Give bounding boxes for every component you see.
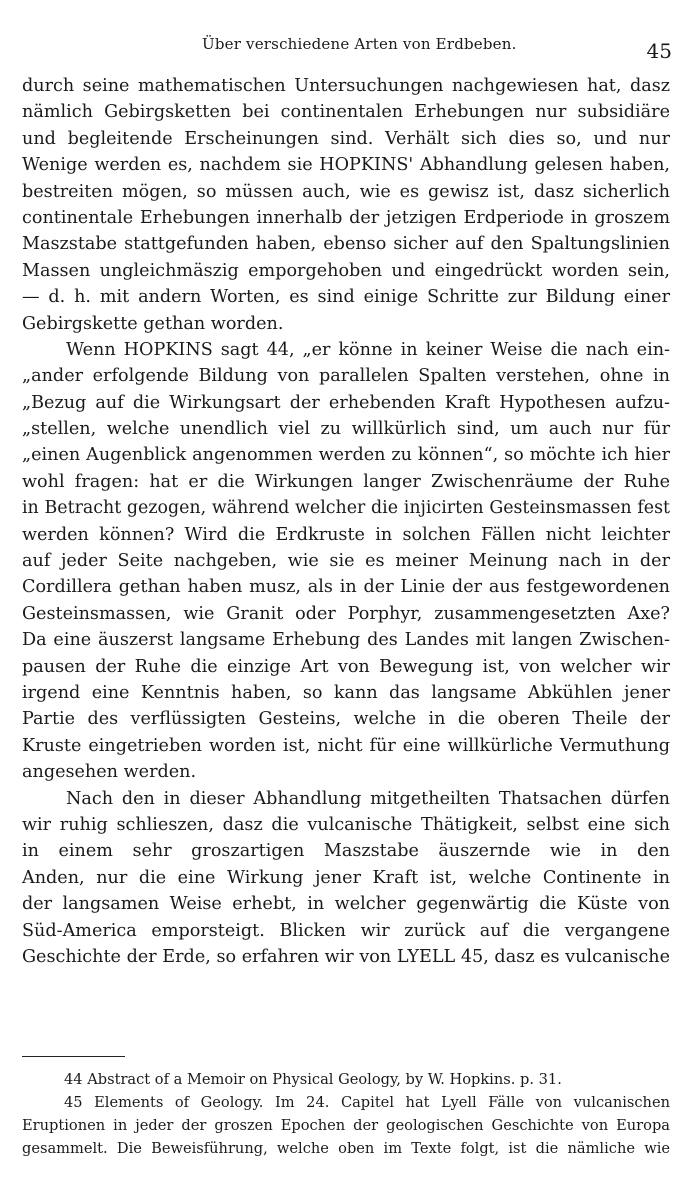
page-number: 45 xyxy=(646,39,672,63)
text-line: „einen Augenblick angenommen werden zu können“, so möchte ich hier xyxy=(22,445,670,466)
footnote-45: 45 Elements of Geology. Im 24. Capitel hat Lyell Fälle von vulcanischen xyxy=(64,1094,670,1111)
text-line: „Bezug auf die Wirkungsart der erhebenden Kraft Hypothesen aufzu- xyxy=(22,392,670,413)
text-line: nämlich Gebirgsketten bei continentalen Erhebungen nur subsidiäre xyxy=(22,102,670,123)
text-line: Nach den in dieser Abhandlung mitgetheilten Thatsachen dürfen xyxy=(66,788,670,809)
text-line: „stellen, welche unendlich viel zu willkürlich sind, um auch nur für xyxy=(22,419,670,440)
footnote-44: 44 Abstract of a Memoir on Physical Geology, by W. Hopkins. p. 31. xyxy=(64,1071,562,1088)
text-line: Kruste eingetrieben worden ist, nicht für eine willkürliche Vermuthung xyxy=(22,735,670,756)
text-line: continentale Erhebungen innerhalb der jetzigen Erdperiode in groszem xyxy=(22,207,670,228)
text-line: wir ruhig schlieszen, dasz die vulcanische Thätigkeit, selbst eine sich xyxy=(22,814,670,835)
text-line: Geschichte der Erde, so erfahren wir von LYELL 45, dasz es vulcanische xyxy=(22,946,670,967)
footnotes xyxy=(22,1068,670,1160)
text-line: Da eine äuszerst langsame Erhebung des Landes mit langen Zwischen- xyxy=(22,630,670,651)
footnote-divider xyxy=(22,1056,125,1057)
text-line: auf jeder Seite nachgeben, wie sie es meiner Meinung nach in der xyxy=(22,551,670,572)
text-line: Maszstabe stattgefunden haben, ebenso sicher auf den Spaltungslinien xyxy=(22,234,670,255)
text-line: werden können? Wird die Erdkruste in solchen Fällen nicht leichter xyxy=(22,524,670,545)
text-line: Gesteinsmassen, wie Granit oder Porphyr, zusammengesetzten Axe? xyxy=(22,603,670,624)
running-title: Über verschiedene Arten von Erdbeben. xyxy=(202,35,517,53)
text-line: in einem sehr groszartigen Maszstabe äuszernde wie in den xyxy=(22,841,670,862)
text-line: angesehen werden. xyxy=(22,762,197,783)
text-line: „ander erfolgende Bildung von parallelen Spalten verstehen, ohne in xyxy=(22,366,670,387)
text-line: Gebirgskette gethan worden. xyxy=(22,313,284,334)
body-text xyxy=(22,73,670,970)
text-line: bestreiten mögen, so müssen auch, wie es gewisz ist, dasz sicherlich xyxy=(22,181,670,202)
text-line: Süd-America emporsteigt. Blicken wir zurück auf die vergangene xyxy=(22,920,670,941)
text-line: Wenn HOPKINS sagt 44, „er könne in keiner Weise die nach ein- xyxy=(66,339,670,360)
text-line: der langsamen Weise erhebt, in welcher gegenwärtig die Küste von xyxy=(22,894,670,915)
text-line: Cordillera gethan haben musz, als in der Linie der aus festgewordenen xyxy=(22,577,670,598)
text-line: pausen der Ruhe die einzige Art von Bewegung ist, von welcher wir xyxy=(22,656,670,677)
text-line: in Betracht gezogen, während welcher die injicirten Gesteinsmassen fest xyxy=(22,498,670,519)
text-line: Partie des verflüssigten Gesteins, welche in die oberen Theile der xyxy=(22,709,670,730)
footnote-line: Eruptionen in jeder der groszen Epochen der geologischen Geschichte von Europa xyxy=(22,1117,670,1134)
text-line: wohl fragen: hat er die Wirkungen langer Zwischenräume der Ruhe xyxy=(22,471,670,492)
text-line: durch seine mathematischen Untersuchungen nachgewiesen hat, dasz xyxy=(22,76,670,96)
text-line: Massen ungleichmäszig emporgehoben und eingedrückt worden sein, xyxy=(22,260,670,281)
running-head xyxy=(22,35,672,63)
text-line: Wenige werden es, nachdem sie HOPKINS' Abhandlung gelesen haben, xyxy=(22,155,670,176)
text-line: — d. h. mit andern Worten, es sind einige Schritte zur Bildung einer xyxy=(22,287,670,308)
text-line: Anden, nur die eine Wirkung jener Kraft ist, welche Continente in xyxy=(22,867,670,888)
text-line: und begleitende Erscheinungen sind. Verhält sich dies so, und nur xyxy=(22,128,670,149)
text-line: irgend eine Kenntnis haben, so kann das langsame Abkühlen jener xyxy=(22,682,670,703)
footnote-line: gesammelt. Die Beweisführung, welche oben im Texte folgt, ist die nämliche wie xyxy=(22,1140,670,1157)
